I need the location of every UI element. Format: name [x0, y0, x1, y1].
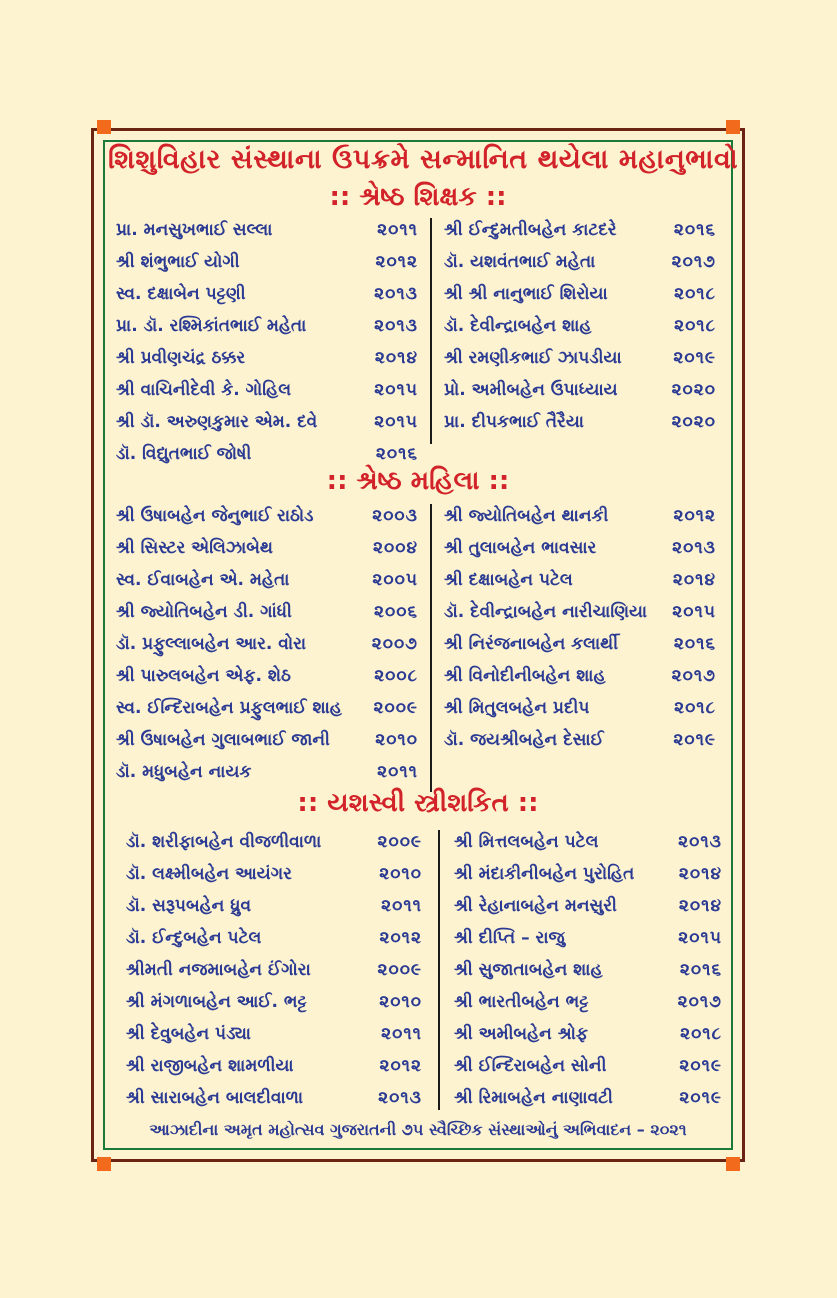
list-item: ડૉ. દેવીન્દ્રાબહેન નારીચાણિયા ૨૦૧૫ [444, 602, 716, 622]
list-item: શ્રી દક્ષાબહેન પટેલ ૨૦૧૪ [444, 570, 716, 590]
list-item: ડૉ. પ્રફુલ્લાબહેન આર. વોરા ૨૦૦૭ [116, 634, 418, 654]
list-item: શ્રી શંભુભાઈ યોગી ૨૦૧૨ [116, 252, 418, 272]
list-item: ડૉ. સરૂપબહેન ધ્રુવ ૨૦૧૧ [126, 896, 422, 916]
list-item: શ્રી સિસ્ટર એલિઝાબેથ ૨૦૦૪ [116, 538, 418, 558]
section-heading-best-woman: :: શ્રેષ્ઠ મહિલા :: [326, 466, 510, 496]
list-item: શ્રી ઉષાબહેન જેનુભાઈ રાઠોડ ૨૦૦૩ [116, 506, 418, 526]
list-item: ડૉ. મધુબહેન નાયક ૨૦૧૧ [116, 762, 418, 782]
best-teacher-left-column [116, 214, 418, 470]
list-item: શ્રી તુલાબહેન ભાવસાર ૨૦૧૩ [444, 538, 716, 558]
list-item: શ્રી મંદાકીનીબહેન પુરોહિત ૨૦૧૪ [454, 864, 722, 884]
list-item: પ્રા. દીપકભાઈ તૈરૈયા ૨૦૨૦ [444, 412, 716, 432]
list-item: શ્રી વાચિનીદેવી કે. ગોહિલ ૨૦૧૫ [116, 380, 418, 400]
list-item: શ્રી મિત્તલબહેન પટેલ ૨૦૧૩ [454, 832, 722, 852]
list-item: શ્રી રમણીકભાઈ ઝાપડીયા ૨૦૧૯ [444, 348, 716, 368]
list-item: શ્રી નિરંજનાબહેન કલાર્થી ૨૦૧૬ [444, 634, 716, 654]
list-item: ડૉ. લક્ષ્મીબહેન આયંગર ૨૦૧૦ [126, 864, 422, 884]
list-item: શ્રી જ્યોતિબહેન ડી. ગાંધી ૨૦૦૬ [116, 602, 418, 622]
list-item: શ્રી મંગળાબહેન આઈ. ભટ્ટ ૨૦૧૦ [126, 992, 422, 1012]
list-item: શ્રી રાજીબહેન શામળીયા ૨૦૧૨ [126, 1056, 422, 1076]
list-item: શ્રી પ્રવીણચંદ્ર ઠક્કર ૨૦૧૪ [116, 348, 418, 368]
list-item: સ્વ. ઈન્દિરાબહેન પ્રફુલભાઈ શાહ ૨૦૦૯ [116, 698, 418, 718]
list-item: ડૉ. યશવંતભાઈ મહેતા ૨૦૧૭ [444, 252, 716, 272]
list-item: પ્રો. અમીબહેન ઉપાધ્યાય ૨૦૨૦ [444, 380, 716, 400]
column-divider [430, 504, 432, 792]
corner-square-top-right [726, 120, 740, 134]
list-item: શ્રી અમીબહેન શ્રોફ ૨૦૧૮ [454, 1024, 722, 1044]
list-item: શ્રી ઈન્દુમતીબહેન કાટદરે ૨૦૧૬ [444, 220, 716, 240]
list-item: ડૉ. વિદ્યુતભાઈ જોષી ૨૦૧૬ [116, 444, 418, 464]
footer-note: આઝાદીના અમૃત મહોત્સવ ગુજરાતની ૭૫ સ્વૈચ્છિક સંસ્થાઓનું અભિવાદન – ૨૦૨૧ [149, 1120, 687, 1139]
list-item: સ્વ. દક્ષાબેન પટ્ટણી ૨૦૧૩ [116, 284, 418, 304]
page-title: શિશુવિહાર સંસ્થાના ઉપક્રમે સન્માનિત થયેલા મહાનુભાવો [108, 144, 739, 175]
list-item: શ્રી ડૉ. અરુણકુમાર એમ. દવે ૨૦૧૫ [116, 412, 418, 432]
honors-list [108, 140, 739, 1148]
list-item: ડૉ. ઈન્દુબહેન પટેલ ૨૦૧૨ [126, 928, 422, 948]
womanpower-left-column [126, 826, 422, 1114]
column-divider [438, 830, 440, 1110]
list-item: શ્રી દીપ્તિ – રાજુ ૨૦૧૫ [454, 928, 722, 948]
best-teacher-right-column [444, 214, 716, 438]
list-item: પ્રા. મનસુખભાઈ સલ્લા ૨૦૧૧ [116, 220, 418, 240]
list-item: શ્રી વિનોદીનીબહેન શાહ ૨૦૧૭ [444, 666, 716, 686]
corner-square-bottom-right [726, 1157, 740, 1171]
list-item: ડૉ. શરીફાબહેન વીજળીવાળા ૨૦૦૯ [126, 832, 422, 852]
womanpower-right-column [454, 826, 722, 1114]
column-divider [430, 218, 432, 444]
corner-square-bottom-left [97, 1157, 111, 1171]
list-item: શ્રી રિમાબહેન નાણાવટી ૨૦૧૯ [454, 1088, 722, 1108]
list-item: શ્રી ઈન્દિરાબહેન સોની ૨૦૧૯ [454, 1056, 722, 1076]
list-item: શ્રી શ્રી નાનુભાઈ શિરોયા ૨૦૧૮ [444, 284, 716, 304]
section-heading-successful-womanpower: :: યશસ્વી સ્ત્રીશકિત :: [297, 788, 539, 818]
list-item: શ્રી પારુલબહેન એફ. શેઠ ૨૦૦૮ [116, 666, 418, 686]
section-heading-best-teacher: :: શ્રેષ્ઠ શિક્ષક :: [329, 182, 507, 212]
list-item: શ્રી સુજાતાબહેન શાહ ૨૦૧૬ [454, 960, 722, 980]
list-item: શ્રી સારાબહેન બાલદીવાળા ૨૦૧૩ [126, 1088, 422, 1108]
list-item: ડૉ. દેવીન્દ્રાબહેન શાહ ૨૦૧૮ [444, 316, 716, 336]
list-item: શ્રીમતી નજમાબહેન ઈંગોરા ૨૦૦૯ [126, 960, 422, 980]
list-item: શ્રી દેવુબહેન પંડ્યા ૨૦૧૧ [126, 1024, 422, 1044]
list-item: શ્રી રેહાનાબહેન મનસુરી ૨૦૧૪ [454, 896, 722, 916]
list-item: શ્રી જ્યોતિબહેન થાનકી ૨૦૧૨ [444, 506, 716, 526]
list-item: શ્રી ઉષાબહેન ગુલાબભાઈ જાની ૨૦૧૦ [116, 730, 418, 750]
list-item: પ્રા. ડૉ. રશ્મિકાંતભાઈ મહેતા ૨૦૧૩ [116, 316, 418, 336]
best-woman-left-column [116, 500, 418, 788]
list-item: સ્વ. ઈવાબહેન એ. મહેતા ૨૦૦૫ [116, 570, 418, 590]
list-item: ડૉ. જયશ્રીબહેન દેસાઈ ૨૦૧૯ [444, 730, 716, 750]
best-woman-right-column [444, 500, 716, 756]
list-item: શ્રી ભારતીબહેન ભટ્ટ ૨૦૧૭ [454, 992, 722, 1012]
corner-square-top-left [97, 120, 111, 134]
list-item: શ્રી મિતુલબહેન પ્રદીપ ૨૦૧૮ [444, 698, 716, 718]
